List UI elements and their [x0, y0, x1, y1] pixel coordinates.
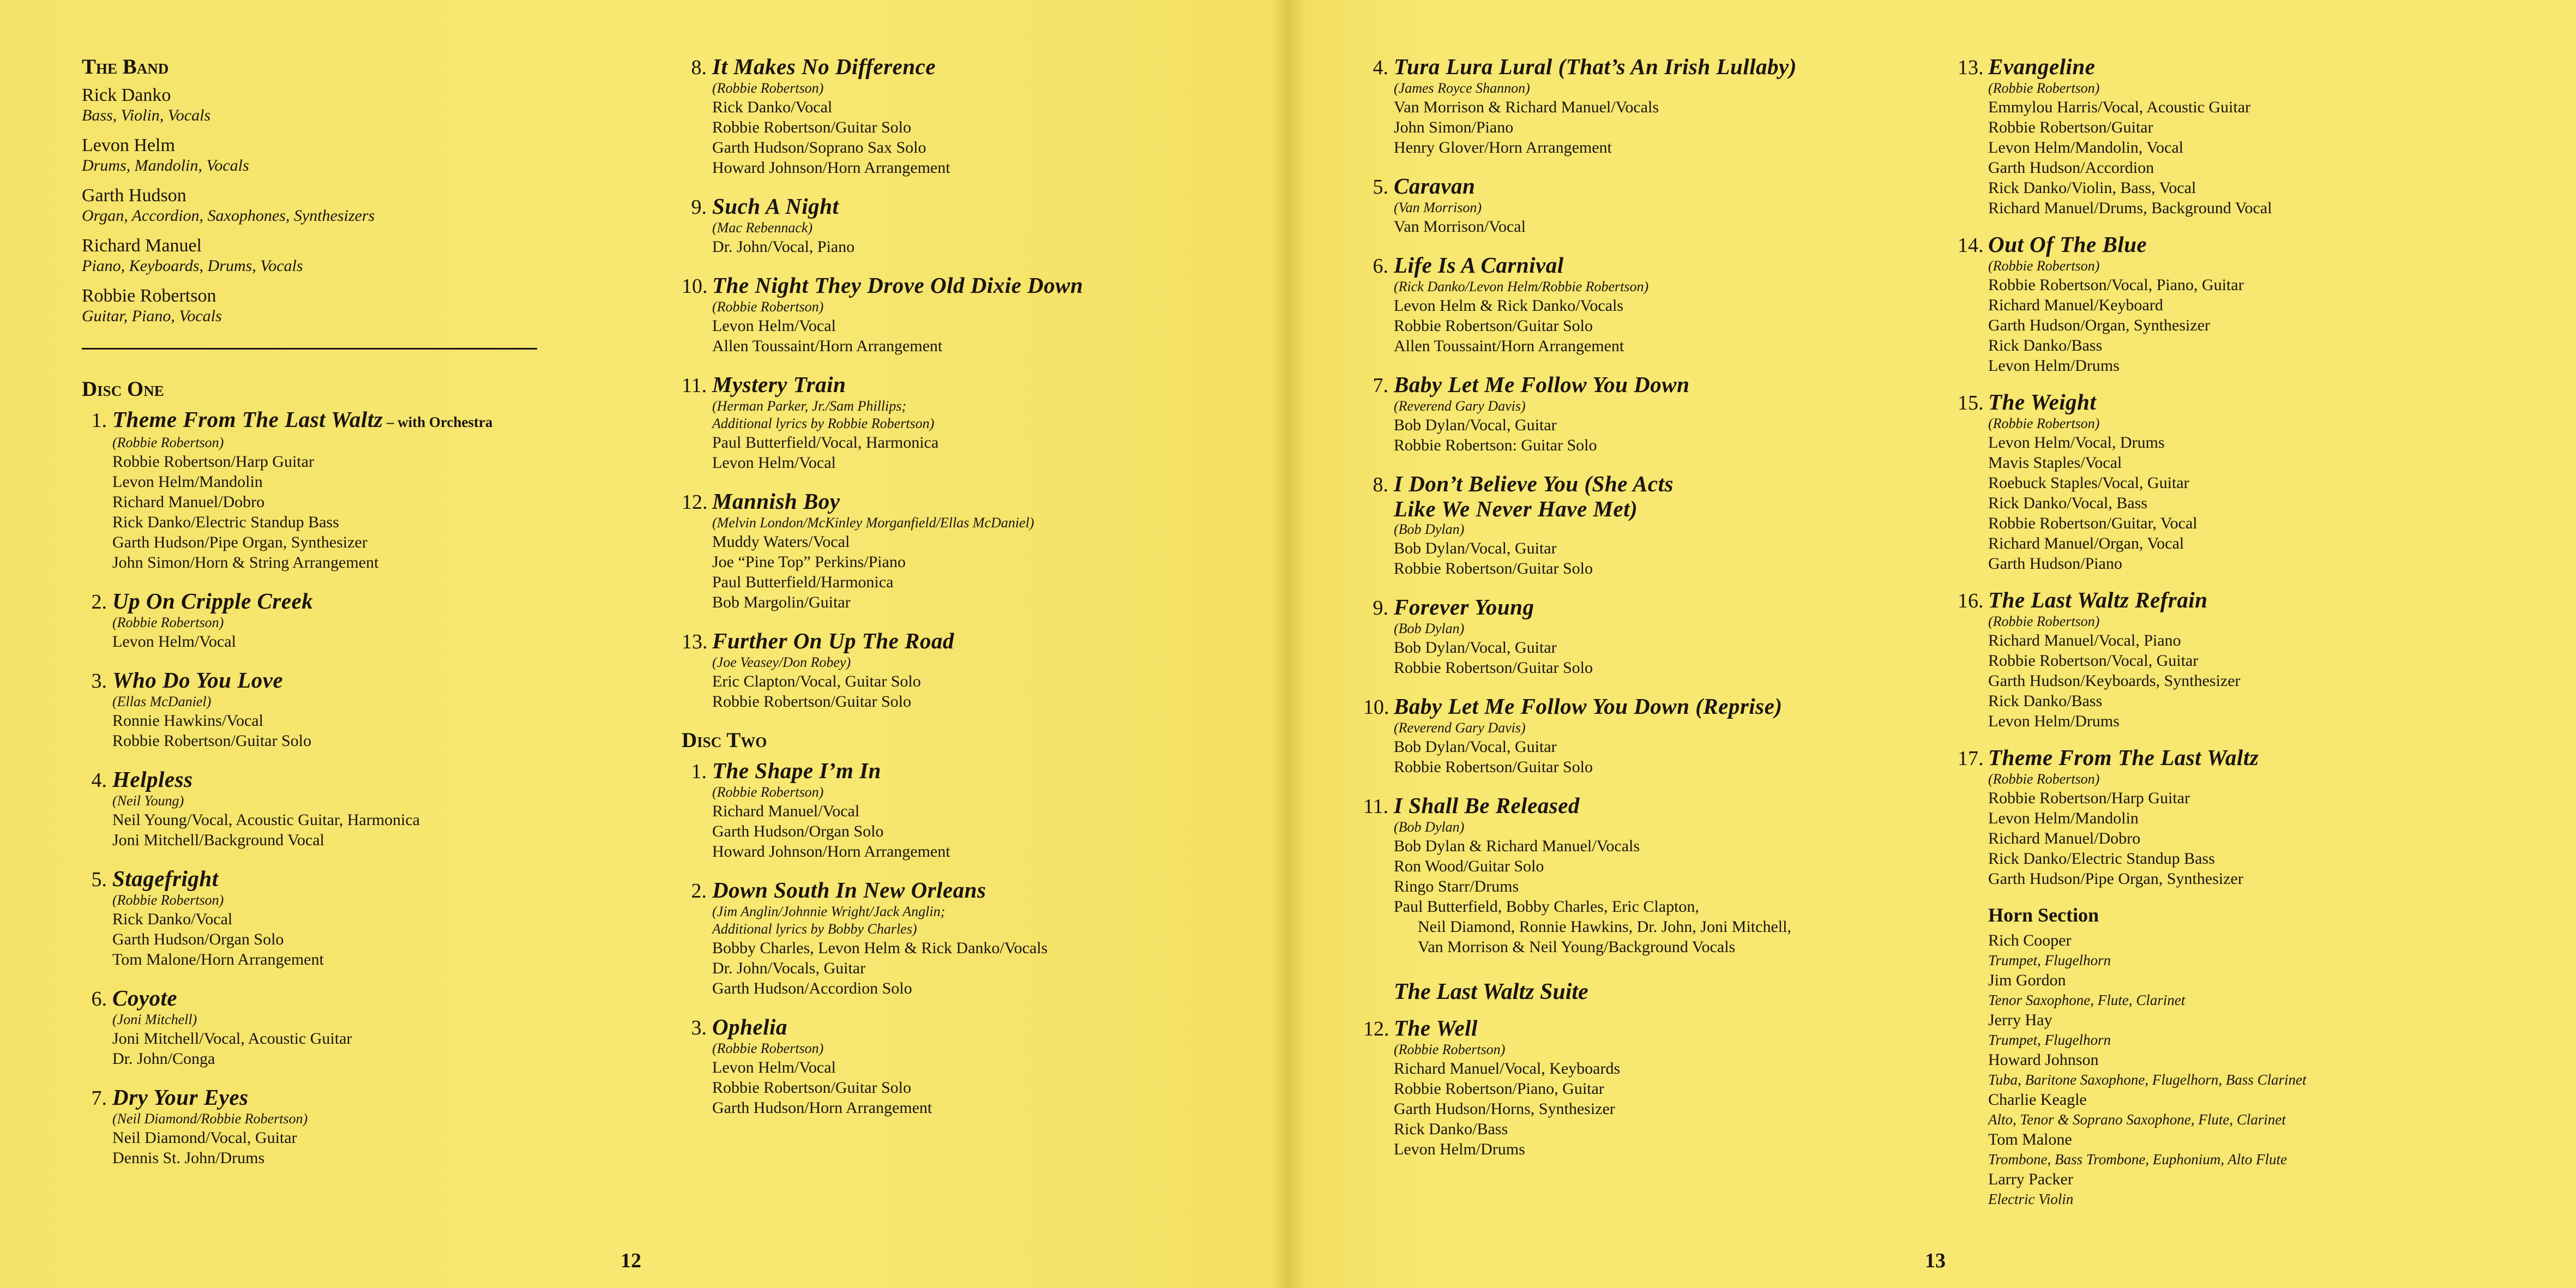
track-title-line: [1363, 1016, 1936, 1041]
track-credit: Ron Wood/Guitar Solo: [1394, 857, 1544, 875]
track-credit: Mavis Staples/Vocal: [1988, 454, 2122, 472]
track-number: 10.: [682, 275, 708, 298]
horn-player-instruments: Trumpet, Flugelhorn: [1988, 1032, 2111, 1048]
horn-player-name: Howard Johnson: [1988, 1051, 2099, 1069]
horn-player-instruments: Trombone, Bass Trombone, Euphonium, Alto Flute: [1988, 1151, 2288, 1167]
track-credit: Paul Butterfield, Bobby Charles, Eric Clapton,: [1394, 898, 1699, 916]
track-credit: Richard Manuel/Dobro: [112, 493, 265, 511]
track-number: 16.: [1958, 589, 1984, 612]
track-credit: Richard Manuel/Organ, Vocal: [1988, 534, 2184, 552]
track-title: Coyote: [112, 985, 178, 1010]
track-credit: Allen Toussaint/Horn Arrangement: [712, 337, 943, 355]
track-title-line: [82, 866, 600, 892]
track-credit: Robbie Robertson/Vocal, Piano, Guitar: [1988, 276, 2244, 294]
band-member-role: Piano, Keyboards, Drums, Vocals: [82, 257, 303, 275]
track-credit: Rick Danko/Vocal: [712, 98, 833, 116]
track-credit: Rick Danko/Vocal, Bass: [1988, 494, 2147, 512]
track-credit: Richard Manuel/Vocal, Keyboards: [1394, 1060, 1621, 1078]
track-credit: Robbie Robertson/Guitar: [1988, 118, 2153, 136]
track-number: 2.: [91, 591, 107, 613]
track-title-line: [1958, 745, 2530, 771]
track-composer: (Robbie Robertson): [1988, 258, 2100, 274]
horn-player-instruments: Electric Violin: [1988, 1191, 2074, 1207]
track-composer: (Robbie Robertson): [1988, 416, 2100, 431]
band-member-role: Organ, Accordion, Saxophones, Synthesizers: [82, 207, 375, 225]
track-credit: Richard Manuel/Dobro: [1988, 829, 2141, 847]
track-number: 15.: [1958, 392, 1984, 414]
track-credit: Levon Helm/Mandolin: [1988, 809, 2139, 827]
track-title-line: [82, 1085, 600, 1110]
track-credit: Dr. John/Conga: [112, 1050, 215, 1068]
right-column-1: [1363, 55, 1936, 1176]
track-title-line: [1363, 793, 1936, 818]
track-credit: Dr. John/Vocals, Guitar: [712, 959, 866, 977]
track-credit: Robbie Robertson/Guitar Solo: [1394, 559, 1593, 577]
track-item: [82, 1085, 600, 1168]
right-column-2: [1958, 55, 2530, 1209]
track-credit: Levon Helm/Vocal: [712, 1058, 836, 1076]
page-number-right: 13: [1925, 1249, 1946, 1272]
track-title-line: [682, 629, 1254, 654]
track-title: Theme From The Last Waltz: [112, 407, 383, 432]
track-credit: Eric Clapton/Vocal, Guitar Solo: [712, 672, 921, 690]
track-item: [682, 194, 1254, 257]
track-title: I Shall Be Released: [1394, 793, 1580, 818]
track-credit: Van Morrison & Richard Manuel/Vocals: [1394, 98, 1659, 116]
track-item: [682, 372, 1254, 473]
track-title: Down South In New Orleans: [712, 877, 986, 902]
track-number: 5.: [91, 868, 107, 891]
track-composer: (Reverend Gary Davis): [1394, 720, 1526, 736]
track-credit: Bob Margolin/Guitar: [712, 593, 851, 611]
track-credit: Levon Helm/Mandolin, Vocal: [1988, 139, 2184, 157]
track-credit: Robbie Robertson/Harp Guitar: [1988, 789, 2190, 807]
track-composer: (Robbie Robertson): [112, 435, 224, 450]
track-number: 6.: [1373, 255, 1388, 278]
track-title: Out Of The Blue: [1988, 232, 2147, 257]
track-title: Caravan: [1394, 173, 1476, 198]
track-composer: (Joni Mitchell): [112, 1012, 197, 1027]
track-composer: (Robbie Robertson): [1988, 771, 2100, 787]
track-credit: Garth Hudson/Horn Arrangement: [712, 1099, 932, 1117]
horn-player-instruments: Tuba, Baritone Saxophone, Flugelhorn, Bass Clarinet: [1988, 1072, 2307, 1088]
track-credit: Robbie Robertson/Guitar Solo: [712, 118, 911, 136]
track-credit: Garth Hudson/Keyboards, Synthesizer: [1988, 672, 2241, 690]
track-credit: Garth Hudson/Pipe Organ, Synthesizer: [112, 533, 368, 551]
track-credit: Joni Mitchell/Background Vocal: [112, 831, 324, 849]
track-title-line: [1363, 595, 1936, 620]
track-title: Further On Up The Road: [712, 628, 954, 653]
track-credit: Tom Malone/Horn Arrangement: [112, 950, 324, 968]
track-title-cont: Like We Never Have Met): [1394, 496, 1638, 521]
track-title-line: [682, 194, 1254, 219]
track-title: Tura Lura Lural (That’s An Irish Lullaby): [1394, 54, 1797, 79]
track-composer: (Bob Dylan): [1394, 819, 1465, 835]
right-page: [1288, 0, 2576, 1288]
track-title-line: [682, 273, 1254, 298]
track-title: Mannish Boy: [712, 489, 840, 514]
track-title: Dry Your Eyes: [112, 1085, 249, 1110]
track-title-line: [1958, 588, 2530, 613]
track-composer: (Robbie Robertson): [112, 615, 224, 630]
track-credit: Paul Butterfield/Harmonica: [712, 573, 894, 591]
track-credit: Robbie Robertson/Guitar Solo: [1394, 758, 1593, 776]
track-credit: Bob Dylan/Vocal, Guitar: [1394, 639, 1557, 657]
band-member-role: Bass, Violin, Vocals: [82, 106, 211, 124]
track-credit: Garth Hudson/Horns, Synthesizer: [1394, 1100, 1615, 1118]
track-composer: (James Royce Shannon): [1394, 80, 1530, 96]
track-item: [682, 489, 1254, 612]
track-number: 1.: [91, 409, 107, 432]
track-title: It Makes No Difference: [712, 54, 936, 79]
track-title: Ophelia: [712, 1014, 787, 1039]
band-member-name: Richard Manuel: [82, 236, 202, 256]
track-item: [1958, 232, 2530, 376]
track-composer: (Robbie Robertson): [712, 1040, 824, 1056]
track-credit: Paul Butterfield/Vocal, Harmonica: [712, 434, 939, 452]
track-credit: Levon Helm/Drums: [1988, 357, 2120, 375]
track-number: 10.: [1363, 696, 1389, 719]
track-item: [682, 878, 1254, 998]
track-composer: (Mac Rebennack): [712, 220, 813, 236]
track-number: 11.: [682, 374, 707, 397]
horn-player-name: Charlie Keagle: [1988, 1091, 2087, 1109]
track-credit: Robbie Robertson/Vocal, Guitar: [1988, 652, 2199, 670]
track-credit: Garth Hudson/Organ Solo: [112, 930, 284, 948]
track-credit: Rick Danko/Vocal: [112, 910, 233, 928]
track-number: 6.: [91, 988, 107, 1010]
track-title-line: [682, 878, 1254, 903]
disc-one-heading: Disc One: [82, 377, 164, 401]
track-item: [82, 668, 600, 751]
track-composer: (Robbie Robertson): [712, 299, 824, 315]
track-item: [82, 986, 600, 1069]
track-credit: John Simon/Piano: [1394, 118, 1514, 136]
track-credit: Garth Hudson/Piano: [1988, 555, 2122, 573]
track-title-line: [1363, 472, 1936, 497]
band-member-role: Guitar, Piano, Vocals: [82, 307, 222, 325]
track-credit: Levon Helm/Vocal, Drums: [1988, 434, 2165, 452]
track-title: Such A Night: [712, 194, 839, 219]
track-title-line: [682, 372, 1254, 398]
track-title: The Weight: [1988, 389, 2097, 414]
track-title: Baby Let Me Follow You Down: [1394, 372, 1690, 397]
track-title: Theme From The Last Waltz: [1988, 745, 2259, 770]
track-credit: Garth Hudson/Soprano Sax Solo: [712, 139, 926, 157]
track-credit: Bob Dylan/Vocal, Guitar: [1394, 416, 1557, 434]
track-number: 8.: [1373, 473, 1388, 496]
track-credit: Richard Manuel/Vocal: [712, 802, 860, 820]
track-credit: Richard Manuel/Drums, Background Vocal: [1988, 199, 2272, 217]
track-title: Up On Cripple Creek: [112, 588, 314, 613]
track-title-line: [1363, 55, 1936, 80]
track-title-line: [82, 668, 600, 693]
track-title-line: [682, 759, 1254, 784]
horn-player-name: Jim Gordon: [1988, 971, 2066, 989]
track-credit: Levon Helm/Drums: [1988, 712, 2120, 730]
track-credit: Dr. John/Vocal, Piano: [712, 238, 855, 256]
track-credit: Rick Danko/Electric Standup Bass: [112, 513, 339, 531]
track-title-line: [1363, 694, 1936, 719]
page-number-left: 12: [621, 1249, 641, 1272]
track-title: I Don’t Believe You (She Acts: [1394, 471, 1674, 496]
track-credit: Neil Diamond/Vocal, Guitar: [112, 1129, 297, 1147]
track-number: 9.: [691, 196, 707, 219]
track-title: Stagefright: [112, 866, 219, 891]
track-title: The Well: [1394, 1015, 1478, 1040]
track-title-line: [82, 986, 600, 1011]
left-column-1: [82, 55, 600, 1184]
track-title-line: [1363, 372, 1936, 398]
track-credit: Muddy Waters/Vocal: [712, 533, 850, 551]
track-number: 9.: [1373, 597, 1388, 619]
track-number: 3.: [691, 1016, 707, 1039]
horn-player-instruments: Alto, Tenor & Soprano Saxophone, Flute, Clarinet: [1988, 1111, 2286, 1128]
track-credit: Garth Hudson/Organ, Synthesizer: [1988, 316, 2210, 334]
horn-player-name: Jerry Hay: [1988, 1011, 2053, 1029]
track-credit: Ringo Starr/Drums: [1394, 877, 1519, 895]
track-title: Helpless: [112, 767, 193, 792]
track-title-line: [1958, 55, 2530, 80]
track-composer: (Rick Danko/Levon Helm/Robbie Robertson): [1394, 279, 1649, 294]
track-credit: Bob Dylan/Vocal, Guitar: [1394, 738, 1557, 756]
track-composer-cont: Additional lyrics by Robbie Robertson): [712, 416, 935, 431]
track-composer: (Bob Dylan): [1394, 621, 1465, 636]
horn-player-name: Larry Packer: [1988, 1170, 2073, 1188]
track-item: [82, 589, 600, 652]
track-credit: Levon Helm & Rick Danko/Vocals: [1394, 297, 1624, 315]
horn-player-instruments: Tenor Saxophone, Flute, Clarinet: [1988, 992, 2186, 1008]
track-credit: Van Morrison/Vocal: [1394, 218, 1526, 236]
left-column-2: [682, 55, 1254, 1134]
track-number: 17.: [1958, 747, 1984, 770]
track-credit: Dennis St. John/Drums: [112, 1149, 265, 1167]
track-item: [1363, 253, 1936, 356]
track-number: 7.: [1373, 374, 1388, 397]
track-item: [1363, 595, 1936, 678]
track-number: 8.: [691, 56, 707, 79]
track-title-line: [682, 489, 1254, 514]
track-number: 5.: [1373, 176, 1388, 198]
track-number: 4.: [91, 769, 107, 792]
track-number: 2.: [691, 880, 707, 902]
track-credit: Robbie Robertson/Guitar Solo: [1394, 317, 1593, 335]
track-composer: (Herman Parker, Jr./Sam Phillips;: [712, 398, 907, 414]
track-credit: Robbie Robertson/Harp Guitar: [112, 453, 314, 471]
band-member-name: Levon Helm: [82, 135, 175, 155]
track-title: Who Do You Love: [112, 667, 284, 693]
track-composer: (Van Morrison): [1394, 200, 1482, 215]
track-credit: Rick Danko/Bass: [1394, 1120, 1508, 1138]
track-credit-indented: Van Morrison & Neil Young/Background Vocals: [1418, 938, 1736, 956]
track-credit: Robbie Robertson/Guitar Solo: [112, 732, 311, 750]
track-credit: Howard Johnson/Horn Arrangement: [712, 159, 950, 177]
track-title-line: [682, 1015, 1254, 1040]
track-credit: Richard Manuel/Keyboard: [1988, 296, 2163, 314]
track-composer: (Reverend Gary Davis): [1394, 398, 1526, 414]
track-title-line: [1363, 253, 1936, 278]
track-item: [82, 407, 600, 573]
track-credit: Allen Toussaint/Horn Arrangement: [1394, 337, 1624, 355]
track-credit: Robbie Robertson/Piano, Guitar: [1394, 1080, 1604, 1098]
track-credit: Garth Hudson/Organ Solo: [712, 822, 884, 840]
track-item: [1363, 793, 1936, 957]
track-title: Forever Young: [1394, 594, 1534, 619]
track-credit: Joe “Pine Top” Perkins/Piano: [712, 553, 906, 571]
track-item: [1363, 1016, 1936, 1159]
track-item: [1363, 55, 1936, 158]
track-title-line: [1958, 390, 2530, 415]
track-credit: Henry Glover/Horn Arrangement: [1394, 139, 1612, 157]
track-composer-cont: Additional lyrics by Bobby Charles): [712, 921, 917, 937]
track-credit: Garth Hudson/Pipe Organ, Synthesizer: [1988, 870, 2243, 888]
track-title: Life Is A Carnival: [1394, 252, 1564, 278]
track-composer: (Ellas McDaniel): [112, 694, 212, 709]
track-composer: (Robbie Robertson): [712, 784, 824, 800]
track-title-line: [82, 767, 600, 792]
track-composer: (Robbie Robertson): [712, 80, 824, 96]
track-number: 13.: [1958, 56, 1984, 79]
track-credit: Bob Dylan & Richard Manuel/Vocals: [1394, 837, 1640, 855]
track-title: Mystery Train: [712, 372, 846, 397]
track-item: [82, 767, 600, 850]
track-number: 4.: [1373, 56, 1388, 79]
track-credit: Ronnie Hawkins/Vocal: [112, 712, 263, 730]
track-credit: Rick Danko/Bass: [1988, 336, 2103, 354]
suite-heading: The Last Waltz Suite: [1394, 979, 1588, 1004]
band-member-name: Garth Hudson: [82, 185, 186, 206]
track-credit: Levon Helm/Vocal: [112, 633, 236, 651]
track-credit: Rick Danko/Violin, Bass, Vocal: [1988, 179, 2196, 197]
track-title-line: [682, 55, 1254, 80]
track-credit: Richard Manuel/Vocal, Piano: [1988, 631, 2181, 649]
track-credit: Emmylou Harris/Vocal, Acoustic Guitar: [1988, 98, 2251, 116]
track-item: [1363, 174, 1936, 237]
horn-player-name: Tom Malone: [1988, 1130, 2072, 1148]
track-number: 1.: [691, 760, 707, 783]
track-item: [1363, 372, 1936, 455]
track-item: [1363, 472, 1936, 579]
track-number: 7.: [91, 1087, 107, 1110]
track-credit: Garth Hudson/Accordion Solo: [712, 979, 912, 997]
track-title: The Last Waltz Refrain: [1988, 587, 2208, 612]
track-composer: (Bob Dylan): [1394, 521, 1465, 537]
track-credit: Roebuck Staples/Vocal, Guitar: [1988, 474, 2189, 492]
track-number: 14.: [1958, 234, 1984, 257]
track-item: [682, 273, 1254, 356]
track-composer: (Robbie Robertson): [1394, 1042, 1506, 1057]
track-number: 13.: [682, 630, 708, 653]
track-item: [82, 866, 600, 970]
track-number: 12.: [1363, 1018, 1389, 1040]
track-title-line: [82, 589, 600, 614]
band-member-name: Rick Danko: [82, 85, 171, 105]
horn-player-instruments: Trumpet, Flugelhorn: [1988, 952, 2111, 968]
track-credit: Howard Johnson/Horn Arrangement: [712, 842, 950, 860]
track-credit: Rick Danko/Electric Standup Bass: [1988, 850, 2215, 868]
track-composer: (Robbie Robertson): [1988, 613, 2100, 629]
track-credit: Garth Hudson/Accordion: [1988, 159, 2154, 177]
band-heading: The Band: [82, 55, 169, 79]
track-item: [682, 1015, 1254, 1118]
band-member-name: Robbie Robertson: [82, 286, 216, 306]
track-composer: (Jim Anglin/Johnnie Wright/Jack Anglin;: [712, 904, 946, 919]
track-title-line: [82, 407, 600, 434]
track-credit-indented: Neil Diamond, Ronnie Hawkins, Dr. John, Joni Mitchell,: [1418, 918, 1791, 936]
track-credit: Joni Mitchell/Vocal, Acoustic Guitar: [112, 1030, 352, 1048]
track-title: The Shape I’m In: [712, 758, 881, 783]
track-composer: (Melvin London/McKinley Morganfield/Ellas McDaniel): [712, 515, 1034, 531]
track-credit: Rick Danko/Bass: [1988, 692, 2103, 710]
track-title: The Night They Drove Old Dixie Down: [712, 273, 1084, 298]
track-credit: Robbie Robertson/Guitar Solo: [712, 693, 911, 711]
horn-section-heading: Horn Section: [1988, 904, 2099, 926]
disc-two-heading: Disc Two: [682, 729, 767, 752]
track-composer: (Robbie Robertson): [1988, 80, 2100, 96]
track-title-line: [1363, 174, 1936, 199]
track-credit: Levon Helm/Mandolin: [112, 473, 263, 491]
track-item: [1958, 55, 2530, 218]
track-title-line: [1958, 232, 2530, 257]
track-number: 11.: [1363, 795, 1389, 818]
track-suffix: – with Orchestra: [383, 414, 493, 430]
track-credit: Levon Helm/Drums: [1394, 1140, 1525, 1158]
track-number: 12.: [682, 491, 708, 514]
track-title: Baby Let Me Follow You Down (Reprise): [1394, 694, 1783, 719]
section-divider: [82, 348, 537, 350]
track-credit: Robbie Robertson/Guitar, Vocal: [1988, 514, 2198, 532]
track-number: 3.: [91, 670, 107, 693]
track-credit: Levon Helm/Vocal: [712, 454, 836, 472]
track-composer: (Robbie Robertson): [112, 892, 224, 908]
track-credit: Robbie Robertson: Guitar Solo: [1394, 436, 1597, 454]
track-credit: Neil Young/Vocal, Acoustic Guitar, Harmonica: [112, 811, 420, 829]
track-credit: Bobby Charles, Levon Helm & Rick Danko/Vocals: [712, 939, 1048, 957]
track-composer: (Joe Veasey/Don Robey): [712, 654, 851, 670]
track-item: [1958, 390, 2530, 574]
track-credit: Bob Dylan/Vocal, Guitar: [1394, 539, 1557, 557]
track-composer: (Neil Diamond/Robbie Robertson): [112, 1111, 308, 1127]
track-title: Evangeline: [1988, 54, 2096, 79]
band-member-role: Drums, Mandolin, Vocals: [82, 157, 249, 174]
track-composer: (Neil Young): [112, 793, 184, 809]
horn-player-name: Rich Cooper: [1988, 931, 2072, 949]
track-item: [1363, 694, 1936, 777]
track-credit: Levon Helm/Vocal: [712, 317, 836, 335]
track-credit: Robbie Robertson/Guitar Solo: [1394, 659, 1593, 677]
track-item: [1958, 588, 2530, 731]
track-item: [682, 629, 1254, 712]
track-item: [682, 55, 1254, 178]
track-credit: John Simon/Horn & String Arrangement: [112, 553, 379, 571]
track-item: [1958, 745, 2530, 889]
track-item: [682, 759, 1254, 862]
page-gutter: [1271, 0, 1305, 1288]
track-credit: Robbie Robertson/Guitar Solo: [712, 1079, 911, 1097]
